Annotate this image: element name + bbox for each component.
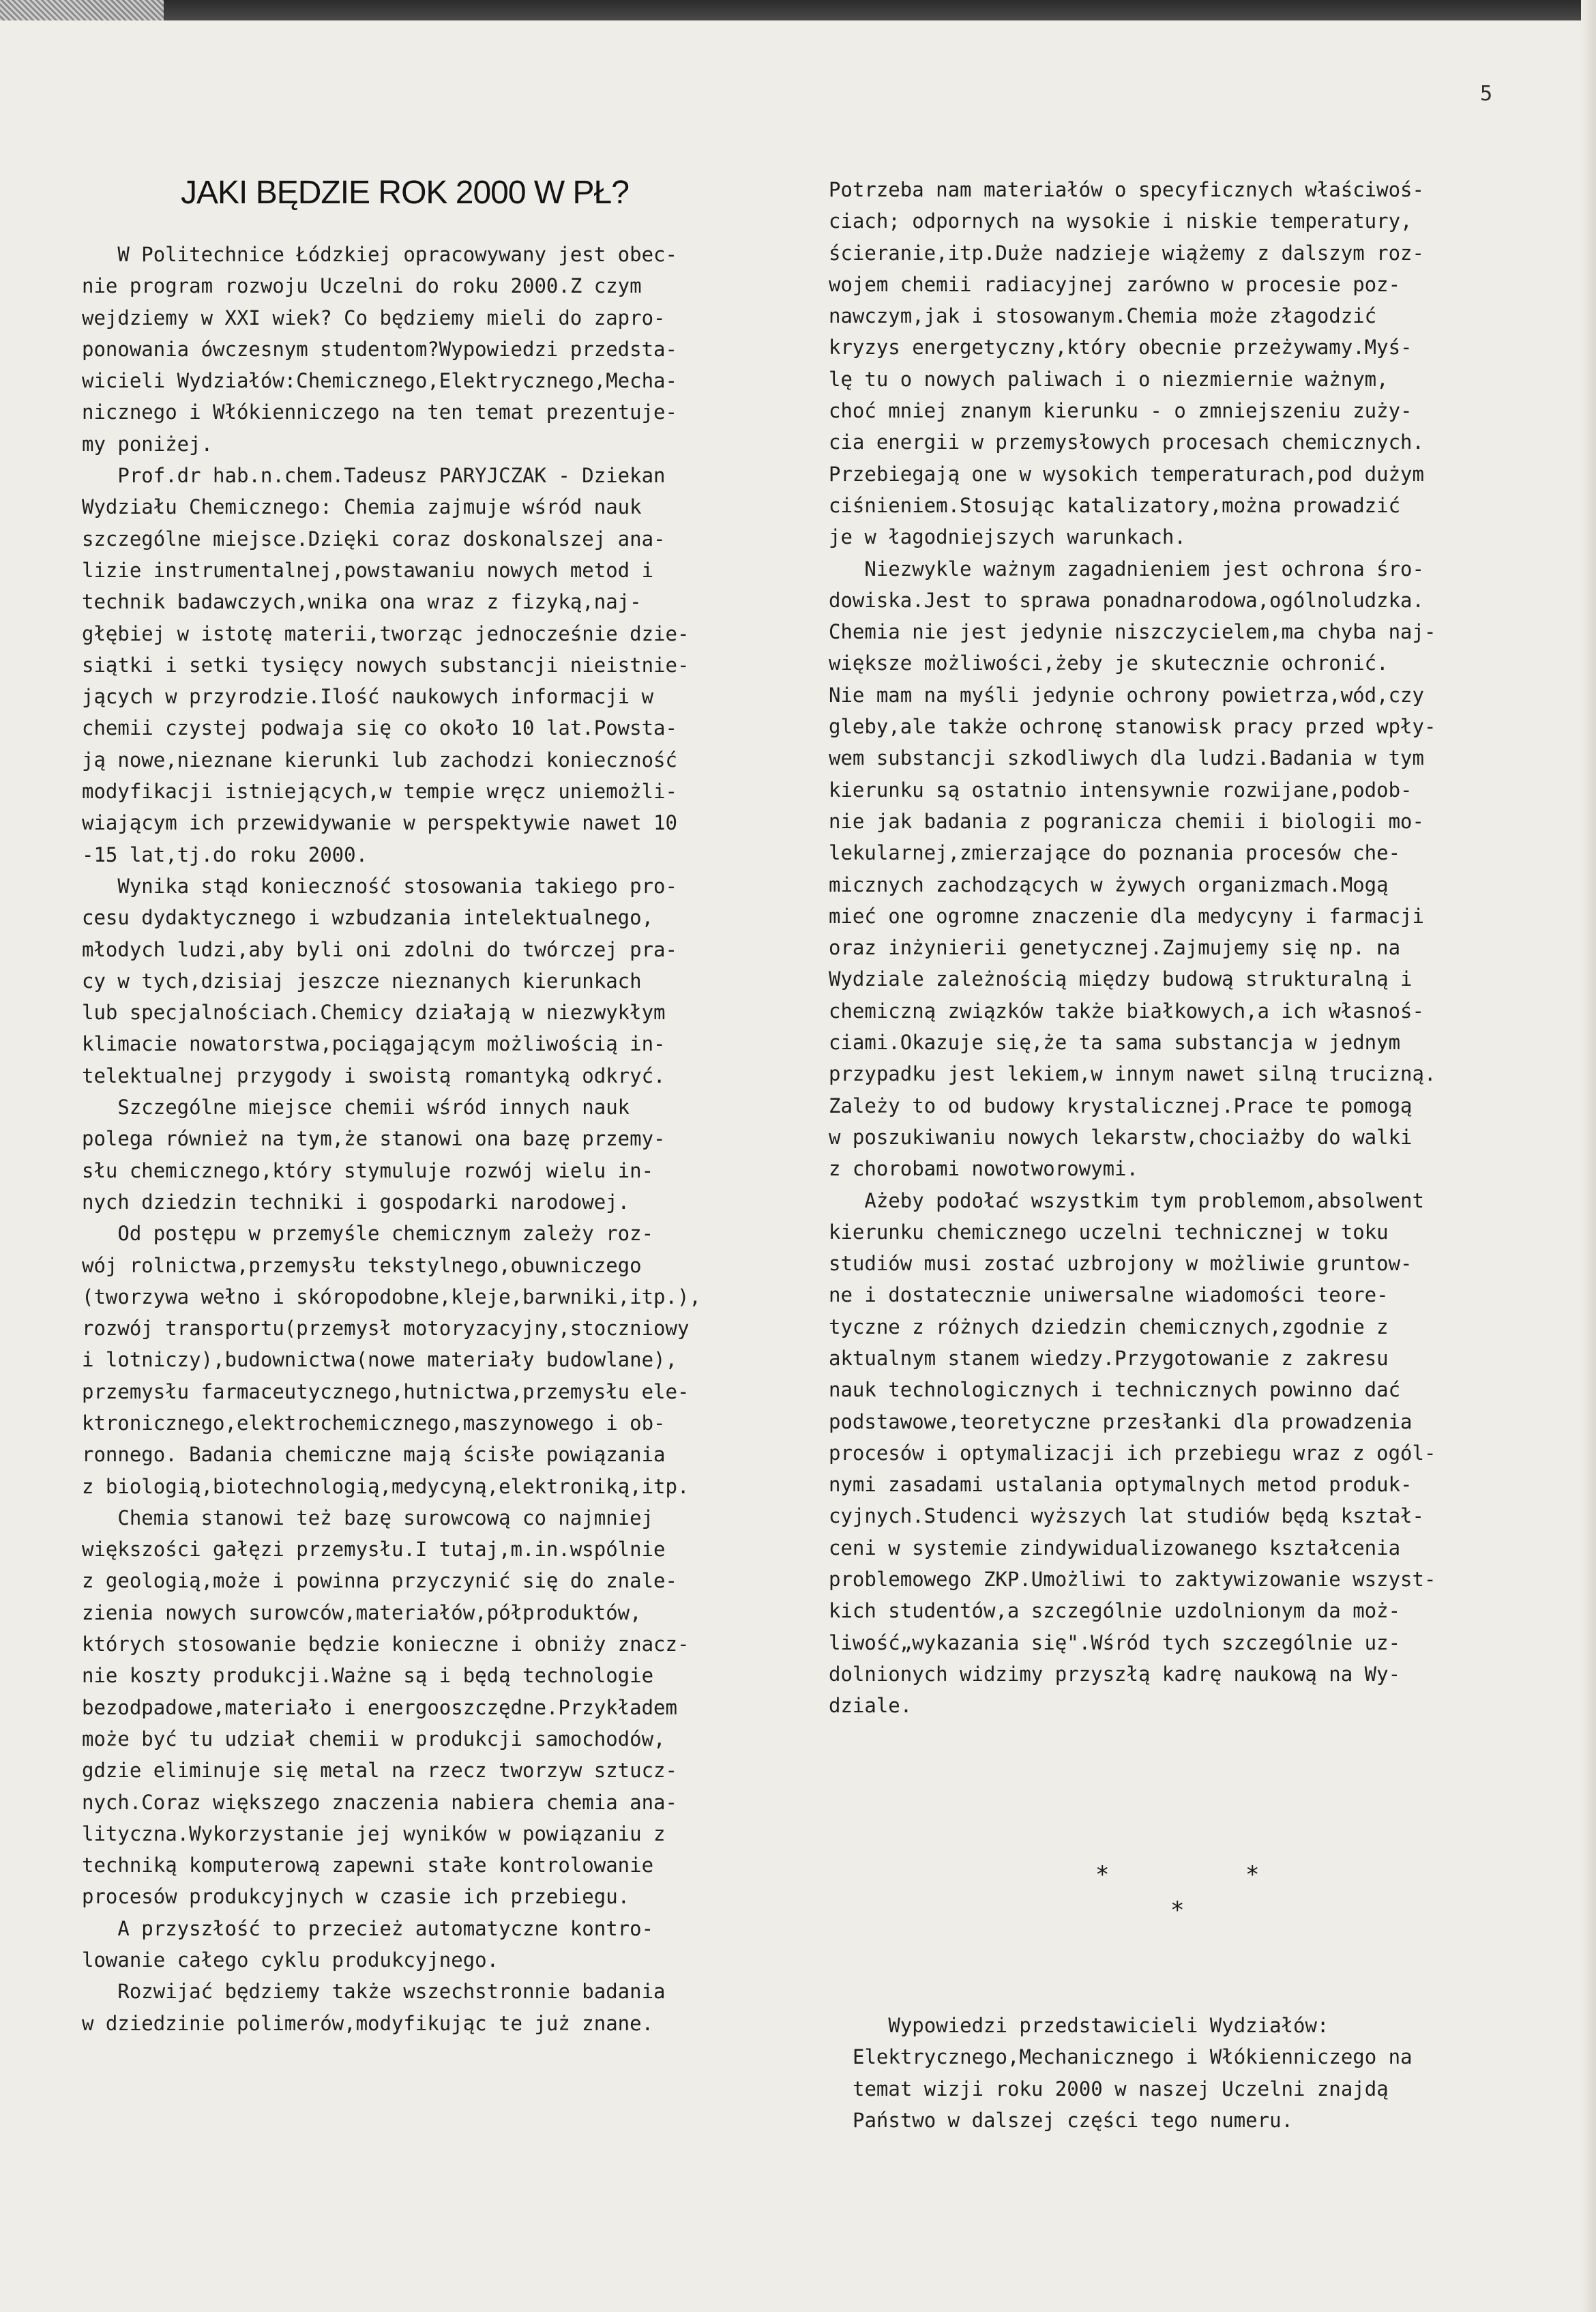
separator-asterisk-1: * (1095, 1861, 1110, 1888)
separator-asterisk-2: * (1245, 1861, 1260, 1888)
scan-top-strip (0, 0, 1596, 20)
footer-note: Wypowiedzi przedstawicieli Wydziałów: Elektrycznego,Mechanicznego i Włókienniczego na temat wizji roku 2000 w naszej Uczelni znajdą Państwo w dalszej części tego numeru. (853, 2014, 1413, 2132)
separator-asterisk-3: * (1170, 1897, 1185, 1924)
article-left-column: W Politechnice Łódzkiej opracowywany jest obec- nie program rozwoju Uczelni do roku 2000.Z czym wejdziemy w XXI wiek? Co będziemy mieli do zapro- ponowania ówczesnym studentom?Wypowiedzi przedsta- wicieli Wydziałów:Chemicznego,Elektrycznego,Mecha- nicznego i Włókienniczego na ten temat prezentuje- my poniżej. Prof.dr hab.n.chem.Tadeusz PARYJCZAK - Dziekan Wydziału Chemicznego: Chemia zajmuje wśród nauk szczególne miejsce.Dzięki coraz doskonalszej ana- lizie instrumentalnej,powstawaniu nowych metod i technik badawczych,wnika ona wraz z fizyką,naj- głębiej w istotę materii,tworząc jednocześnie dzie- siątki i setki tysięcy nowych substancji nieistnie- jących w przyrodzie.Ilość naukowych informacji w chemii czystej podwaja się co około 10 lat.Powsta- ją nowe,nieznane kierunki lub zachodzi konieczność modyfikacji istniejących,w tempie wręcz uniemożli- wiającym ich przewidywanie w perspektywie nawet 10 -15 lat,tj.do roku 2000. Wynika stąd konieczność stosowania takiego pro- cesu dydaktycznego i wzbudzania intelektualnego, młodych ludzi,aby byli oni zdolni do twórczej pra- cy w tych,dzisiaj jeszcze nieznanych kierunkach lub specjalnościach.Chemicy działają w niezwykłym klimacie nowatorstwa,pociągającym możliwością in- telektualnej przygody i swoistą romantyką odkryć. Szczególne miejsce chemii wśród innych nauk polega również na tym,że stanowi ona bazę przemy- słu chemicznego,który stymuluje rozwój wielu in- nych dziedzin techniki i gospodarki narodowej. Od postępu w przemyśle chemicznym zależy roz- wój rolnictwa,przemysłu tekstylnego,obuwniczego (tworzywa wełno i skóropodobne,kleje,barwniki,itp.), rozwój transportu(przemysł motoryzacyjny,stoczniowy i lotniczy),budownictwa(nowe materiały budowlane), przemysłu farmaceutycznego,hutnictwa,przemysłu ele- ktronicznego,elektrochemicznego,maszynowego i ob- ronnego. Badania chemiczne mają ścisłe powiązania z biologią,biotechnologią,medycyną,elektroniką,itp. Chemia stanowi też bazę surowcową co najmniej większości gałęzi przemysłu.I tutaj,m.in.wspólnie z geologią,może i powinna przyczynić się do znale- zienia nowych surowców,materiałów,półproduktów, których stosowanie będzie konieczne i obniży znacz- nie koszty produkcji.Ważne są i będą technologie bezodpadowe,materiało i energooszczędne.Przykładem może być tu udział chemii w produkcji samochodów, gdzie eliminuje się metal na rzecz tworzyw sztucz- nych.Coraz większego znaczenia nabiera chemia ana- lityczna.Wykorzystanie jej wyników w powiązaniu z techniką komputerową zapewni stałe kontrolowanie procesów produkcyjnych w czasie ich przebiegu. A przyszłość to przecież automatyczne kontro- lowanie całego cyklu produkcyjnego. Rozwijać będziemy także wszechstronnie badania w dziedzinie polimerów,modyfikując te już znane. (82, 243, 701, 2035)
article-title: JAKI BĘDZIE ROK 2000 W PŁ? (181, 175, 629, 211)
scan-top-strip-tab (0, 0, 164, 20)
article-right-column: Potrzeba nam materiałów o specyficznych właściwoś- ciach; odpornych na wysokie i niskie temperatury, ścieranie,itp.Duże nadzieje wiążemy z dalszym roz- wojem chemii radiacyjnej zarówno w procesie poz- nawczym,jak i stosowanym.Chemia może złagodzić kryzys energetyczny,który obecnie przeżywamy.Myś- lę tu o nowych paliwach i o niezmiernie ważnym, choć mniej znanym kierunku - o zmniejszeniu zuży- cia energii w przemysłowych procesach chemicznych. Przebiegają one w wysokich temperaturach,pod dużym ciśnieniem.Stosując katalizatory,można prowadzić je w łagodniejszych warunkach. Niezwykle ważnym zagadnieniem jest ochrona śro- dowiska.Jest to sprawa ponadnarodowa,ogólnoludzka. Chemia nie jest jedynie niszczycielem,ma chyba naj- większe możliwości,żeby je skutecznie ochronić. Nie mam na myśli jedynie ochrony powietrza,wód,czy gleby,ale także ochronę stanowisk pracy przed wpły- wem substancji szkodliwych dla ludzi.Badania w tym kierunku są ostatnio intensywnie rozwijane,podob- nie jak badania z pogranicza chemii i biologii mo- lekularnej,zmierzające do poznania procesów che- micznych zachodzących w żywych organizmach.Mogą mieć one ogromne znaczenie dla medycyny i farmacji oraz inżynierii genetycznej.Zajmujemy się np. na Wydziale zależnością między budową strukturalną i chemiczną związków także białkowych,a ich własnoś- ciami.Okazuje się,że ta sama substancja w jednym przypadku jest lekiem,w innym nawet silną trucizną. Zależy to od budowy krystalicznej.Prace te pomogą w poszukiwaniu nowych lekarstw,chociażby do walki z chorobami nowotworowymi. Ażeby podołać wszystkim tym problemom,absolwent kierunku chemicznego uczelni technicznej w toku studiów musi zostać uzbrojony w możliwie gruntow- ne i dostatecznie uniwersalne wiadomości teore- tyczne z różnych dziedzin chemicznych,zgodnie z aktualnym stanem wiedzy.Przygotowanie z zakresu nauk technologicznych i technicznych powinno dać podstawowe,teoretyczne przesłanki dla prowadzenia procesów i optymalizacji ich przebiegu wraz z ogól- nymi zasadami ustalania optymalnych metod produk- cyjnych.Studenci wyższych lat studiów będą kształ- ceni w systemie zindywidualizowanego kształcenia problemowego ZKP.Umożliwi to zaktywizowanie wszyst- kich studentów,a szczególnie uzdolnionym da moż- liwość„wykazania się".Wśród tych szczególnie uz- dolnionych widzimy przyszłą kadrę naukową na Wy- dziale. (829, 178, 1436, 1718)
scan-right-edge (1581, 0, 1596, 2312)
page-number: 5 (1480, 82, 1493, 106)
